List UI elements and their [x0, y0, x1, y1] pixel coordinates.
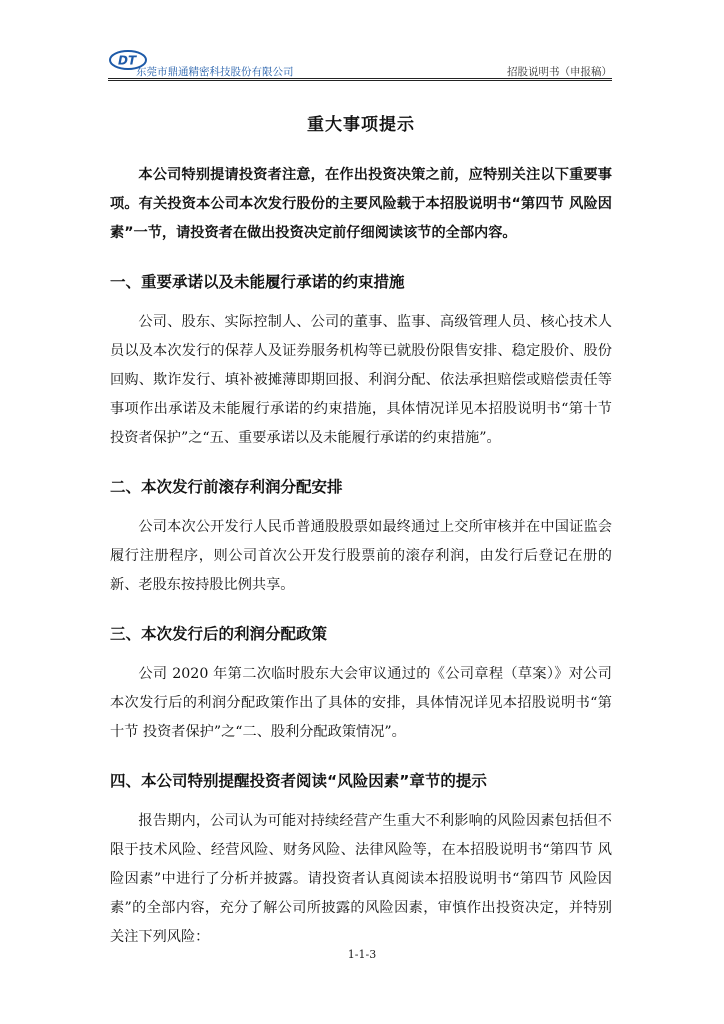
- header-divider-secondary: [108, 80, 612, 81]
- svg-text:DT: DT: [118, 53, 137, 68]
- section-heading-4: 四、本公司特别提醒投资者阅读“风险因素”章节的提示: [110, 772, 487, 790]
- header-divider: [108, 78, 612, 79]
- document-type: 招股说明书（申报稿）: [507, 66, 612, 78]
- section-4-paragraph: 报告期内，公司认为可能对持续经营产生重大不利影响的风险因素包括但不限于技术风险、经营风险、财务风险、法律风险等，在本招股说明书“第四节 风险因素”中进行了分析并披露。请投资者认真阅读本招股说明书“第四节 风险因素”的全部内容，充分了解公司所披露的风险因素，审慎作出投资决定，并特别关注下列风险：: [110, 813, 612, 945]
- section-2-paragraph: 公司本次公开发行人民币普通股股票如最终通过上交所审核并在中国证监会履行注册程序，则公司首次公开发行股票前的滚存利润，由发行后登记在册的新、老股东按持股比例共享。: [110, 519, 612, 593]
- intro-paragraph: 本公司特别提请投资者注意，在作出投资决策之前，应特别关注以下重要事项。有关投资本公司本次发行股份的主要风险载于本招股说明书“第四节 风险因素”一节，请投资者在做出投资决定前仔细阅读该节的全部内容。: [110, 167, 612, 241]
- section-3-paragraph: 公司 2020 年第二次临时股东大会审议通过的《公司章程（草案）》对公司本次发行后的利润分配政策作出了具体的安排，具体情况详见本招股说明书“第十节 投资者保护”之“二、股利分配政策情况”。: [110, 666, 612, 740]
- section-heading-1: 一、重要承诺以及未能履行承诺的约束措施: [110, 273, 405, 291]
- page-body: [110, 110, 612, 952]
- page-header: [108, 46, 612, 78]
- company-name: 东莞市鼎通精密科技股份有限公司: [136, 66, 294, 78]
- page-number: 1-1-3: [347, 948, 377, 961]
- section-heading-2: 二、本次发行前滚存利润分配安排: [110, 478, 343, 496]
- section-1-paragraph: 公司、股东、实际控制人、公司的董事、监事、高级管理人员、核心技术人员以及本次发行的保荐人及证券服务机构等已就股份限售安排、稳定股价、股份回购、欺诈发行、填补被摊薄即期回报、利润分配、依法承担赔偿或赔偿责任等事项作出承诺及未能履行承诺的约束措施，具体情况详见本招股说明书“第十节 投资者保护”之“五、重要承诺以及未能履行承诺的约束措施”。: [110, 314, 612, 446]
- page-title: 重大事项提示: [307, 115, 415, 135]
- section-heading-3: 三、本次发行后的利润分配政策: [110, 625, 328, 643]
